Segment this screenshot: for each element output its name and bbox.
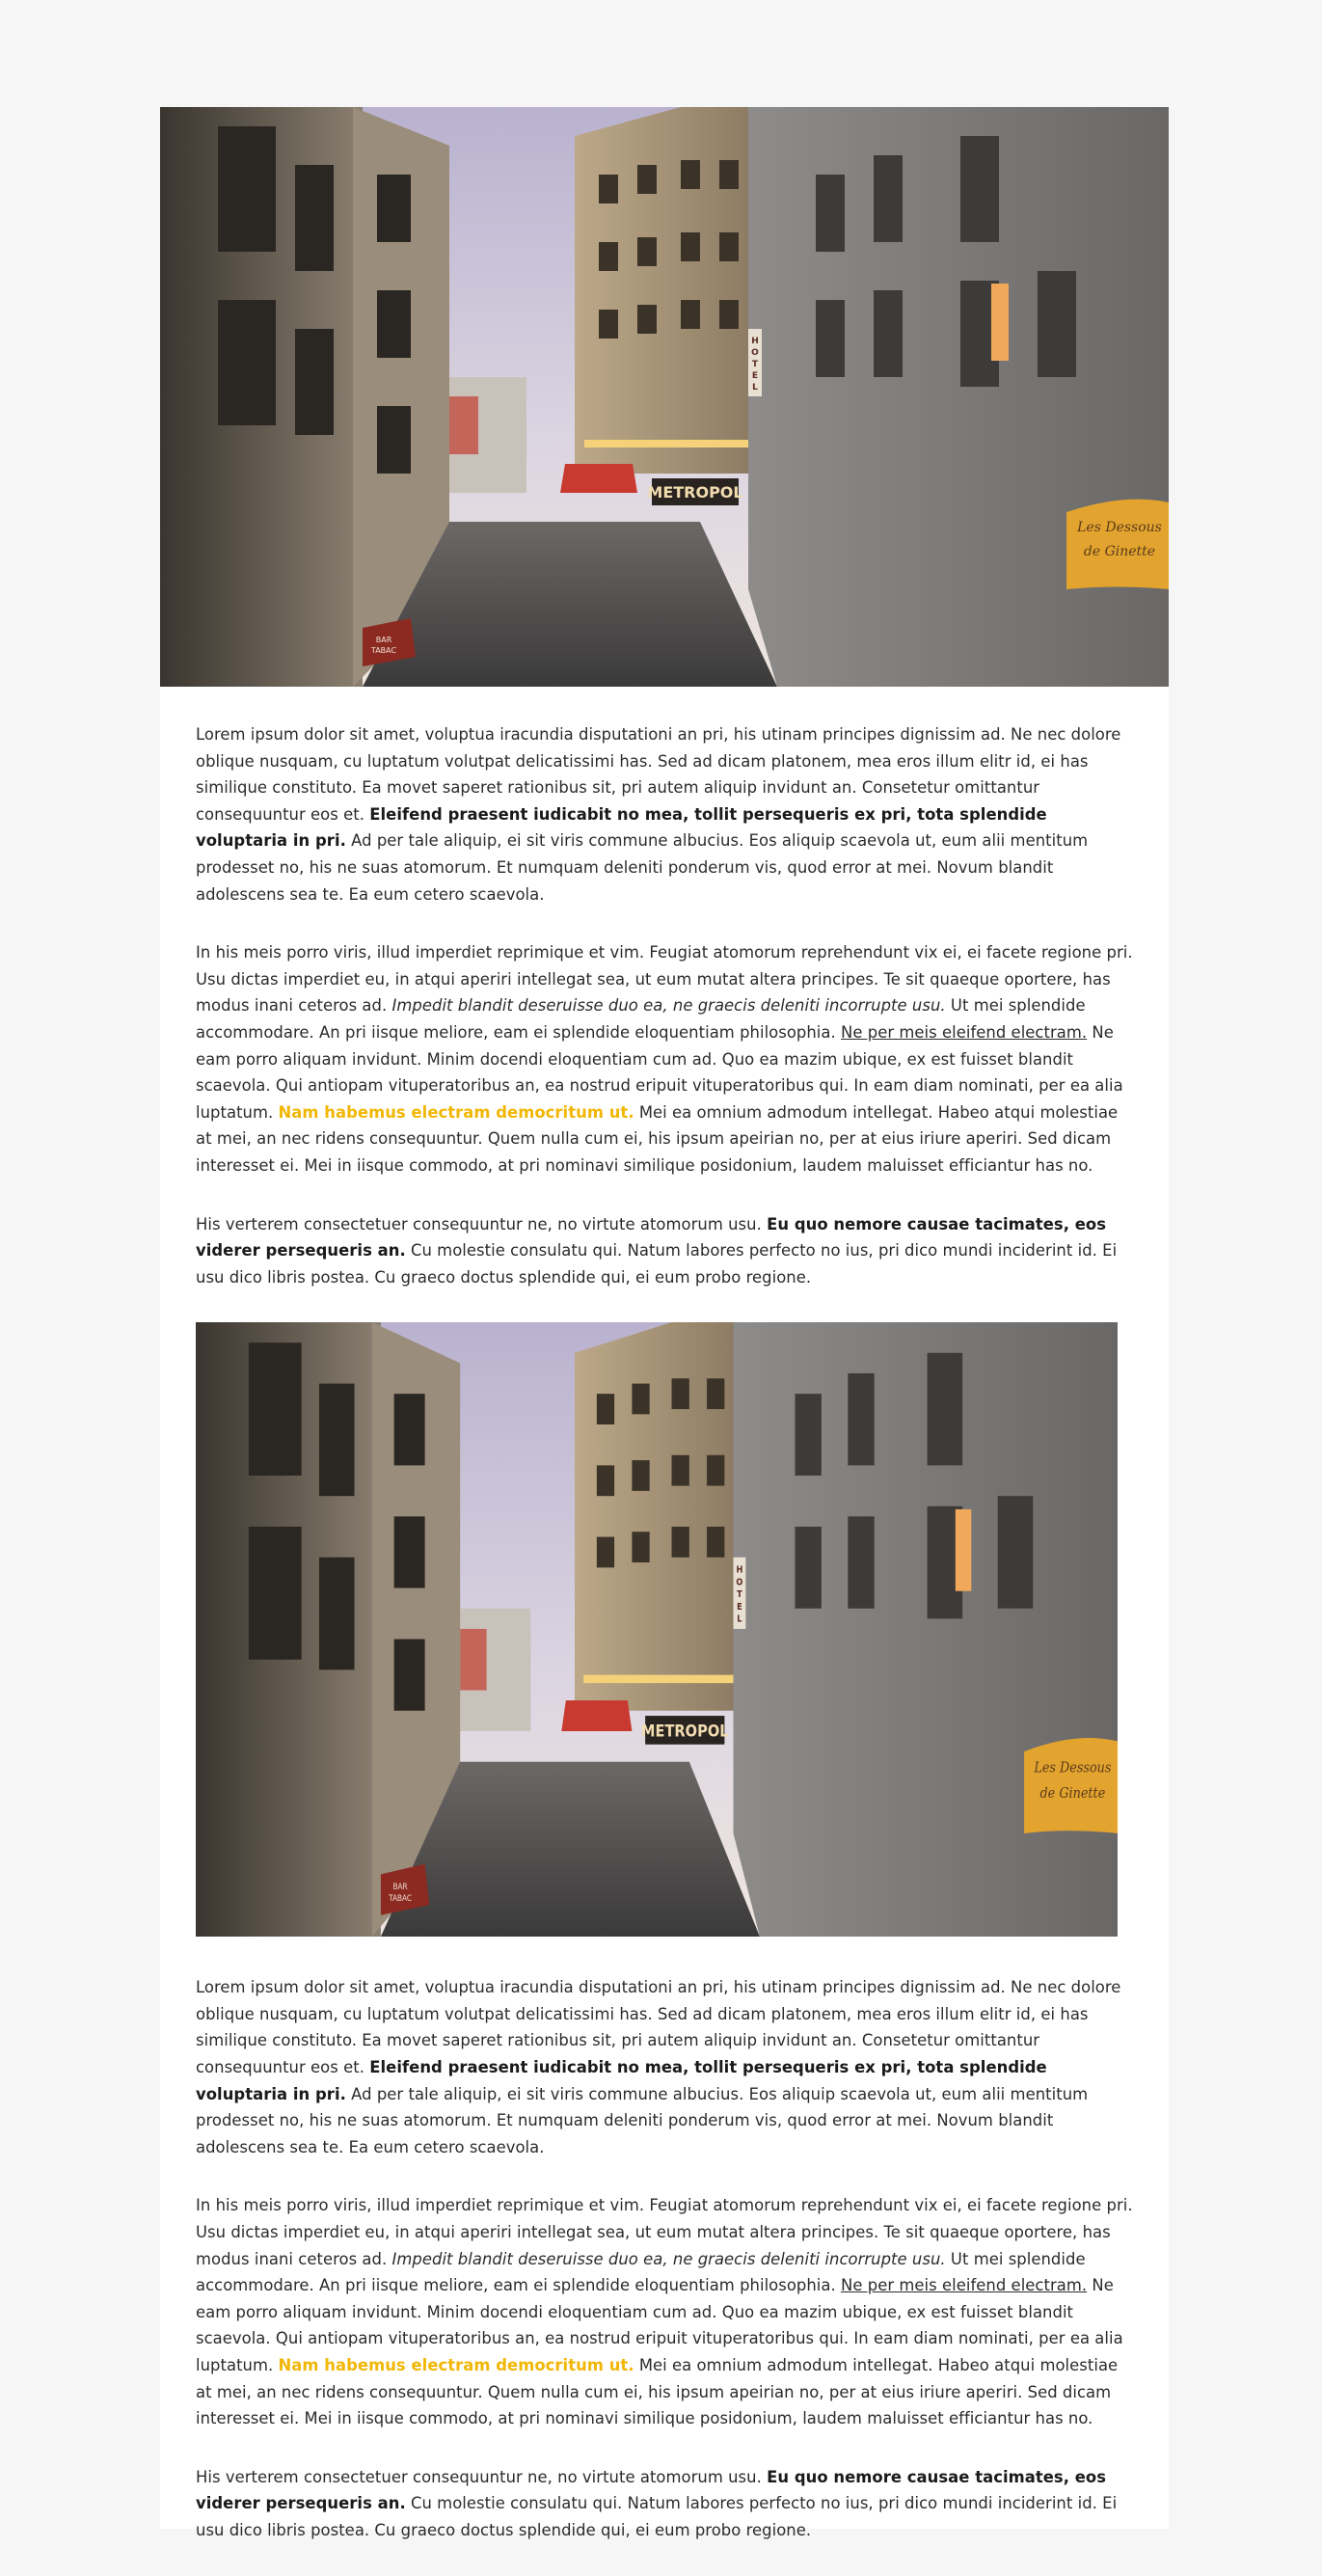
paragraph-5: In his meis porro viris, illud imperdiet reprimique et vim. Feugiat atomorum reprehendunt vix ei, ei facete regione pri. Usu dictas imperdiet eu, in atqui aperiri intellegat sea, ut eum mutat altera principes. Te sit quaeque oportere, has modus inani ceteros ad. Impedit blandit deseruisse duo ea, ne graecis deleniti incorrupte usu. Ut mei splendide accommodare. An pri iisque meliore, eam ei splendide eloquentiam philosophia. Ne per meis eleifend electram. Ne eam porro aliquam invidunt. Minim docendi eloquentiam cum ad. Quo ea mazim ubique, ex est fuisset blandit scaevola. Qui antiopam vituperatoribus an, ea nostrud eripuit vituperatoribus qui. In eam diam nominati, per ea alia luptatum. Nam habemus electram democritum ut. Mei ea omnium admodum intellegat. Habeo atqui molestiae at mei, an nec ridens consequuntur. Quem nulla cum ei, his ipsum apeirian no, per at eius iriure aperiri. Sed dicam interesset ei. Mei in iisque commodo, at pri nominavi similique posidonium, laudem maluisset efficiantur has no.	[196, 2196, 1133, 2428]
text-link[interactable]: Ne per meis eleifend electram.	[841, 2276, 1088, 2295]
text-link[interactable]: Ne per meis eleifend electram.	[841, 1022, 1088, 1042]
paragraph-2: In his meis porro viris, illud imperdiet reprimique et vim. Feugiat atomorum reprehendunt vix ei, ei facete regione pri. Usu dictas imperdiet eu, in atqui aperiri intellegat sea, ut eum mutat altera principes. Te sit quaeque oportere, has modus inani ceteros ad. Impedit blandit deseruisse duo ea, ne graecis deleniti incorrupte usu. Ut mei splendide accommodare. An pri iisque meliore, eam ei splendide eloquentiam philosophia. Ne per meis eleifend electram. Ne eam porro aliquam invidunt. Minim docendi eloquentiam cum ad. Quo ea mazim ubique, ex est fuisset blandit scaevola. Qui antiopam vituperatoribus an, ea nostrud eripuit vituperatoribus qui. In eam diam nominati, per ea alia luptatum. Nam habemus electram democritum ut. Mei ea omnium admodum intellegat. Habeo atqui molestiae at mei, an nec ridens consequuntur. Quem nulla cum ei, his ipsum apeirian no, per at eius iriure aperiri. Sed dicam interesset ei. Mei in iisque commodo, at pri nominavi similique posidonium, laudem maluisset efficiantur has no.	[196, 943, 1133, 1175]
inline-image	[196, 1322, 1118, 1937]
paragraph-6: His verterem consectetuer consequuntur ne, no virtute atomorum usu. Eu quo nemore causae tacimates, eos viderer persequeris an. Cu molestie consulatu qui. Natum labores perfecto no ius, pri dico mundi inciderint id. Ei usu dico libris postea. Cu graeco doctus splendide qui, ei eum probo regione.	[196, 2467, 1118, 2539]
hero-image	[160, 107, 1169, 687]
paragraph-3: His verterem consectetuer consequuntur ne, no virtute atomorum usu. Eu quo nemore causae tacimates, eos viderer persequeris an. Cu molestie consulatu qui. Natum labores perfecto no ius, pri dico mundi inciderint id. Ei usu dico libris postea. Cu graeco doctus splendide qui, ei eum probo regione.	[196, 1214, 1118, 1287]
highlighted-text: Nam habemus electram democritum ut.	[278, 1102, 634, 1122]
article-body	[196, 721, 1136, 2576]
paragraph-1: Lorem ipsum dolor sit amet, voluptua iracundia disputationi an pri, his utinam principes dignissim ad. Ne nec dolore oblique nusquam, cu luptatum volutpat delicatissimi has. Sed ad dicam platonem, mea eros illum elitr id, ei has similique constituto. Ea movet saperet rationibus sit, pri autem aliquip invidunt an. Consetetur omittantur consequuntur eos et. Eleifend praesent iudicabit no mea, tollit persequeris ex pri, tota splendide voluptaria in pri. Ad per tale aliquip, ei sit viris commune albucius. Eos aliquip scaevola ut, eum alii mentitum prodesset no, his ne suas atomorum. Et numquam deleniti ponderum vis, quod error at mei. Novum blandit adolescens sea te. Ea eum cetero scaevola.	[196, 725, 1121, 904]
highlighted-text: Nam habemus electram democritum ut.	[278, 2356, 634, 2374]
article-card	[160, 107, 1169, 2539]
paragraph-4: Lorem ipsum dolor sit amet, voluptua iracundia disputationi an pri, his utinam principes dignissim ad. Ne nec dolore oblique nusquam, cu luptatum volutpat delicatissimi has. Sed ad dicam platonem, mea eros illum elitr id, ei has similique constituto. Ea movet saperet rationibus sit, pri autem aliquip invidunt an. Consetetur omittantur consequuntur eos et. Eleifend praesent iudicabit no mea, tollit persequeris ex pri, tota splendide voluptaria in pri. Ad per tale aliquip, ei sit viris commune albucius. Eos aliquip scaevola ut, eum alii mentitum prodesset no, his ne suas atomorum. Et numquam deleniti ponderum vis, quod error at mei. Novum blandit adolescens sea te. Ea eum cetero scaevola.	[196, 1978, 1121, 2156]
